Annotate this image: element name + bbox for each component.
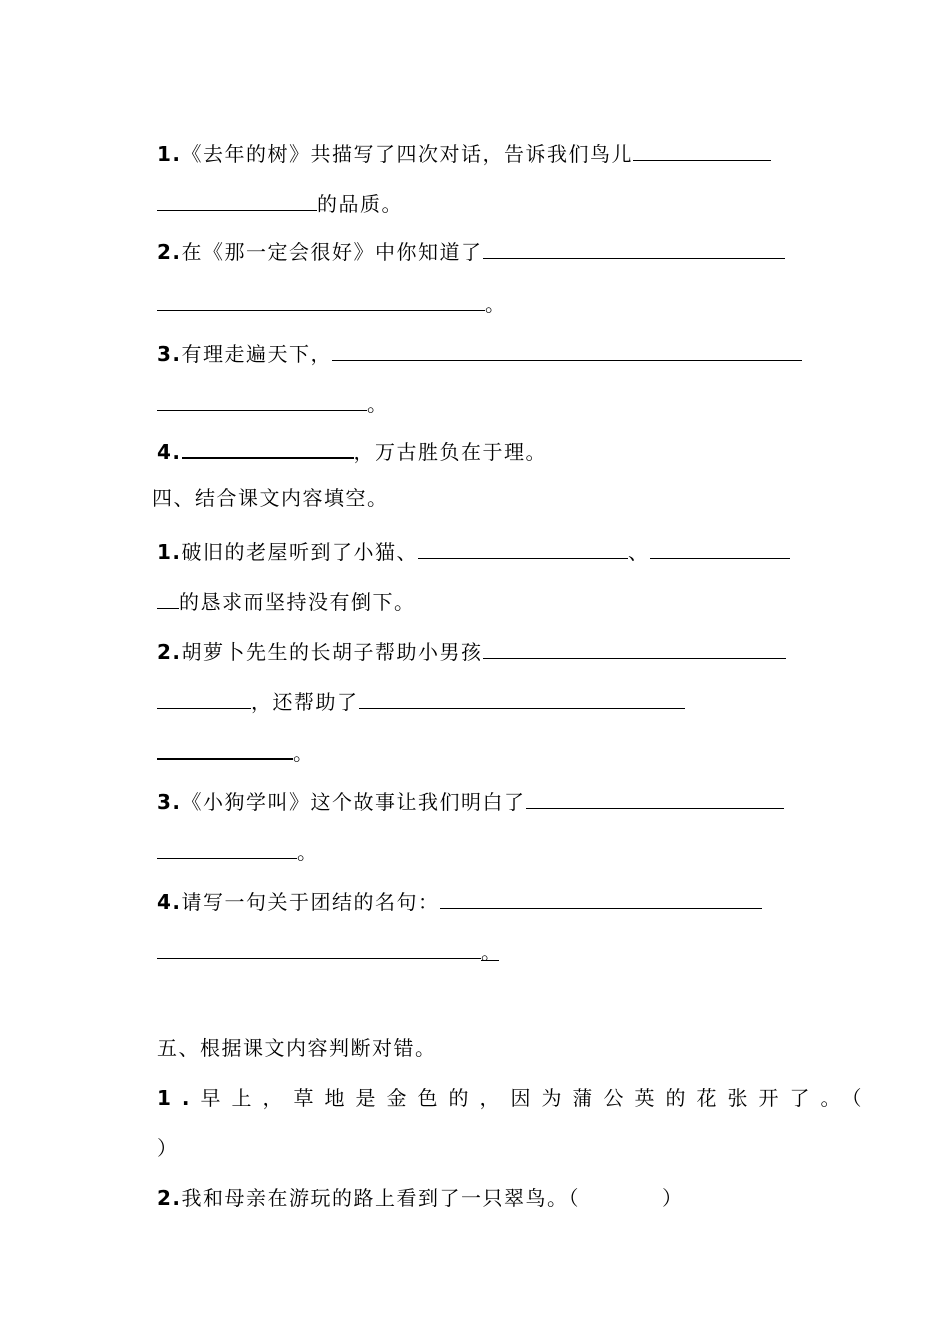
question-number: 2. xyxy=(157,640,182,664)
question-text: 早上，草地是金色的，因为蒲公英的花张开了。（ xyxy=(200,1086,873,1110)
question-text: 《去年的树》共描写了四次对话，告诉我们鸟儿 xyxy=(181,142,634,166)
question-number: 3. xyxy=(157,790,182,814)
question-number: 4. xyxy=(157,440,182,464)
question-text: 《小狗学叫》这个故事让我们明白了 xyxy=(181,790,526,814)
answer-blank[interactable] xyxy=(182,435,354,459)
s3-q3-line2 xyxy=(157,388,389,416)
question-text: 胡萝卜先生的长胡子帮助小男孩 xyxy=(181,640,483,664)
s4-q4-line2 xyxy=(157,936,503,964)
question-text: 破旧的老屋听到了小猫、 xyxy=(181,540,419,564)
answer-blank[interactable] xyxy=(526,786,784,809)
s4-q3-line1 xyxy=(157,786,784,814)
s4-q2-line3 xyxy=(157,736,315,764)
s4-q2-line2 xyxy=(157,686,685,714)
answer-blank[interactable] xyxy=(157,586,179,609)
answer-blank[interactable] xyxy=(440,886,762,909)
s4-q1-line2 xyxy=(157,586,416,614)
period: 。 xyxy=(297,840,319,864)
s3-q2-line1 xyxy=(157,236,785,264)
question-text: ，还帮助了 xyxy=(251,690,359,714)
question-number: 2. xyxy=(157,1186,182,1210)
answer-blank[interactable] xyxy=(157,388,367,411)
s3-q3-line1 xyxy=(157,338,802,366)
answer-blank[interactable] xyxy=(157,686,251,709)
question-text: ，万古胜负在于理。 xyxy=(353,440,548,464)
question-text: 在《那一定会很好》中你知道了 xyxy=(181,240,483,264)
s3-q1-line2 xyxy=(157,188,403,216)
question-number: 1. xyxy=(157,540,182,564)
period: 。 xyxy=(293,741,315,765)
s4-q4-line1 xyxy=(157,886,762,914)
answer-blank[interactable] xyxy=(332,338,802,361)
s4-q3-line2 xyxy=(157,836,319,864)
answer-blank[interactable] xyxy=(157,836,297,859)
answer-blank[interactable] xyxy=(157,188,317,211)
answer-paren-close: ） xyxy=(662,1186,684,1210)
s5-q2-line1 xyxy=(157,1184,684,1212)
question-number: 1. xyxy=(157,142,182,166)
question-number: 3. xyxy=(157,342,182,366)
period: 。 xyxy=(485,292,507,316)
separator: 、 xyxy=(628,540,650,564)
period: 。 xyxy=(367,392,389,416)
question-number: 2. xyxy=(157,240,182,264)
question-number: 4. xyxy=(157,890,182,914)
s3-q1-line1 xyxy=(157,138,771,166)
answer-blank[interactable] xyxy=(157,936,481,959)
answer-blank[interactable] xyxy=(483,236,785,259)
section-5-heading: 五、根据课文内容判断对错。 xyxy=(157,1036,437,1060)
answer-blank[interactable] xyxy=(483,636,786,659)
answer-paren-close[interactable]: ） xyxy=(157,1136,179,1160)
answer-blank[interactable] xyxy=(157,736,293,760)
question-text: 的品质。 xyxy=(317,192,403,216)
answer-blank[interactable] xyxy=(633,138,771,161)
s3-q4-line1 xyxy=(157,435,547,463)
question-text: 有理走遍天下， xyxy=(181,342,333,366)
s4-q2-line1 xyxy=(157,636,786,664)
question-text: 我和母亲在游玩的路上看到了一只翠鸟。（ xyxy=(181,1186,581,1210)
section-4-heading: 四、结合课文内容填空。 xyxy=(152,486,389,510)
answer-blank[interactable] xyxy=(157,288,485,311)
question-number: 1. xyxy=(157,1086,201,1110)
s3-q2-line2 xyxy=(157,288,507,316)
answer-blank[interactable] xyxy=(359,686,685,709)
period-underlined: 。 xyxy=(481,940,503,964)
answer-blank[interactable] xyxy=(650,536,790,559)
answer-blank[interactable] xyxy=(418,536,628,559)
s5-q1-line1 xyxy=(157,1084,873,1112)
s4-q1-line1 xyxy=(157,536,790,564)
question-text: 请写一句关于团结的名句： xyxy=(181,890,440,914)
question-text: 的恳求而坚持没有倒下。 xyxy=(179,590,416,614)
s5-q1-line2 xyxy=(157,1134,179,1162)
